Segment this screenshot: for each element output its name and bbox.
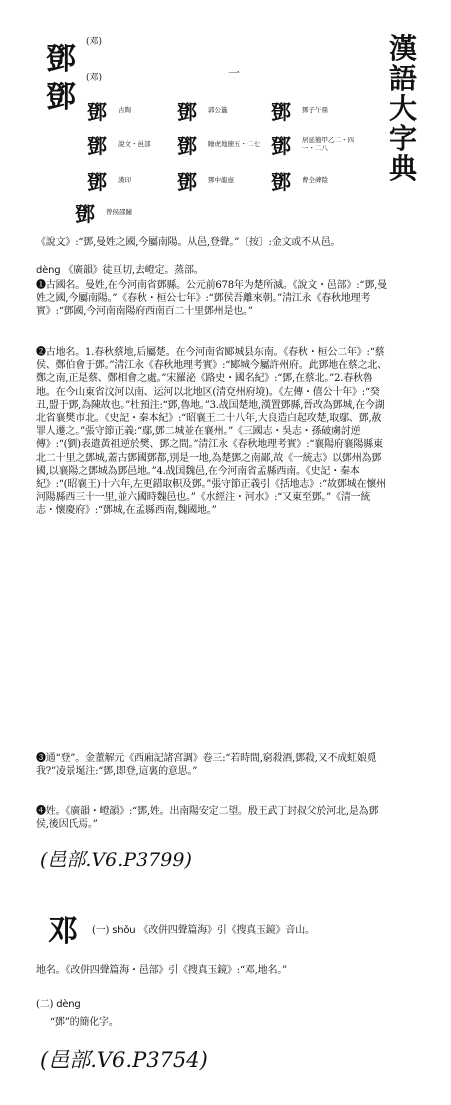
entry2-part1-label: (一) bbox=[92, 925, 110, 936]
variant-source: 古陶 bbox=[118, 105, 131, 114]
variant-item bbox=[172, 96, 228, 125]
variant-glyph: 鄧 bbox=[177, 134, 197, 158]
variant-source: 郭公簋 bbox=[208, 105, 228, 114]
entry-sense-4: ❹姓。《廣韻・嶝韻》:“鄧,姓。出南陽安定二望。殷王武丁封叔父於河北,是為鄧侯,後因氏焉。” bbox=[36, 806, 379, 831]
variant-item bbox=[82, 96, 131, 125]
head-dash: 一 bbox=[228, 66, 241, 80]
variant-item bbox=[266, 166, 328, 195]
title-char: 典 bbox=[388, 152, 417, 185]
entry2-part1 bbox=[92, 924, 388, 937]
entry-sense-3: ❸通“登”。金董解元《西廂記諸宮調》卷三:“若時間,窮殺酒,鄧殺,又不成虹娘覓我?”凌景埏注:“鄧,即登,這裏的意思。” bbox=[36, 753, 377, 778]
entry2-part1-def: 地名。《改併四聲篇海・邑部》引《搜真玉鏡》:“邓,地名。” bbox=[36, 965, 287, 976]
head-char-top: 鄧 bbox=[46, 42, 76, 77]
head-char-second: 鄧 bbox=[46, 80, 76, 115]
title-char: 字 bbox=[388, 122, 417, 155]
variant-source: 漢印 bbox=[118, 175, 131, 184]
variant-glyph: 鄧 bbox=[87, 100, 107, 124]
variant-source: 睡虎地簡五・二七 bbox=[208, 139, 260, 148]
variant-item bbox=[70, 198, 132, 227]
entry-guangyun: 《廣韻》徒亘切,去嶝定。蒸部。 bbox=[63, 265, 204, 276]
handwritten-note-2: (邑部.V6.P3754) bbox=[40, 1048, 208, 1072]
head-char-top-note: (邓) bbox=[86, 37, 103, 47]
entry-pinyin: dèng bbox=[36, 265, 61, 276]
entry2-part2-pinyin: dèng bbox=[56, 999, 81, 1010]
variant-source: 鄧中龍壺 bbox=[208, 175, 234, 184]
entry-sense-2: ❷古地名。1.春秋蔡地,后屬楚。在今河南省郾城县东南。《春秋・桓公二年》:“蔡侯、鄭伯會于鄧。”清江永《春秋地理考實》:“郾城今屬許州府。此鄧地在蔡之北、鄭之南,正是蔡、鄭相會之處。”宋羅泌《路史・國名紀》:“鄧,在蔡北。”2.春秋魯地。在今山東省汶河以南、运河以北地区(清兗州府境)。《左傳・僖公十年》:“癸丑,盟于鄧,為陳故也。”杜預注:“鄧,魯地。”3.战国楚地,漢置鄧縣,晉改為鄧城,在今湖北省襄樊市北。《史記・秦本紀》:“昭襄王二十八年,大良造白起攻楚,取鄢、鄧,赦罪人遷之。”張守節正義:“鄢,鄧二城並在襄州。”《三國志・吳志・孫破虜討逆傳》:“(劉)表遣黃祖逆於樊、鄧之間。”清江永《春秋地理考實》:“襄陽府襄陽縣東北二十里之鄧城,蓋古鄧國鄧都,別是一地,為楚鄧之南鄙,故《一統志》以鄧州為鄧國,以襄陽之鄧城為鄧邑地。”4.战国魏邑,在今河南省孟縣西南。《史記・秦本紀》:“(昭襄王)十六年,左更錯取軹及鄧。”張守節正義引《括地志》:“故鄧城在懷州河陽縣西三十一里,並六國時魏邑也。”《水經注・河水》:“又東至鄧。”《清一統志・懷慶府》:“鄧城,在孟縣西南,魏國地。” bbox=[36, 347, 387, 517]
entry2-part2 bbox=[36, 998, 388, 1011]
variant-glyph: 鄧 bbox=[87, 134, 107, 158]
dictionary-title bbox=[383, 34, 423, 184]
variant-glyph: 鄧 bbox=[87, 170, 107, 194]
variant-glyph: 鄧 bbox=[177, 100, 197, 124]
variant-item bbox=[172, 130, 260, 159]
title-char: 語 bbox=[388, 62, 417, 95]
variant-source: 說文・邑部 bbox=[118, 139, 151, 148]
variant-source: 曹全碑陰 bbox=[302, 175, 328, 184]
entry2-part2-def: “鄧”的簡化字。 bbox=[50, 1017, 119, 1028]
variant-glyph: 鄧 bbox=[271, 134, 291, 158]
handwritten-note-1: (邑部.V6.P3799) bbox=[40, 849, 192, 871]
variant-glyph: 鄧 bbox=[177, 170, 197, 194]
entry-pinyin-line bbox=[36, 264, 388, 277]
entry-sense-1: ❶古國名。曼姓,在今河南省鄧縣。公元前678年为楚所滅。《說文・邑部》:“鄧,曼姓之國,今屬南陽。”《春秋・桓公七年》:“鄧侯吾離來朝。”清江永《春秋地理考實》:“鄧國,今河南南陽府西南百二十里鄧州是也。” bbox=[36, 280, 387, 318]
entry2-part1-pinyin: shǒu bbox=[112, 925, 136, 936]
variant-source: 鄧子午鼎 bbox=[302, 105, 328, 114]
entry-shuowen: 《說文》:“鄧,曼姓之國,今屬南陽。从邑,登聲。”〔按〕:金文或不从邑。 bbox=[36, 237, 341, 248]
variant-glyph: 鄧 bbox=[75, 202, 95, 226]
variant-item bbox=[172, 166, 234, 195]
variant-item bbox=[82, 166, 131, 195]
variant-source: 居延簡甲乙二・四一・二八 bbox=[302, 136, 354, 152]
variant-item bbox=[82, 130, 151, 159]
variant-item bbox=[266, 130, 356, 159]
variant-glyph: 鄧 bbox=[271, 100, 291, 124]
title-char: 大 bbox=[388, 92, 417, 125]
entry2-part1-text: 《改併四聲篇海》引《搜真玉鏡》音山。 bbox=[138, 925, 315, 936]
variant-glyph: 鄧 bbox=[271, 170, 291, 194]
variant-source: 曾侯邵鐘 bbox=[106, 207, 132, 216]
entry2-char: 邓 bbox=[48, 914, 78, 949]
title-char: 漢 bbox=[388, 32, 417, 65]
entry2-part2-label: (二) bbox=[36, 999, 54, 1010]
variant-item bbox=[266, 96, 328, 125]
head-char-second-note: (邓) bbox=[86, 73, 103, 83]
